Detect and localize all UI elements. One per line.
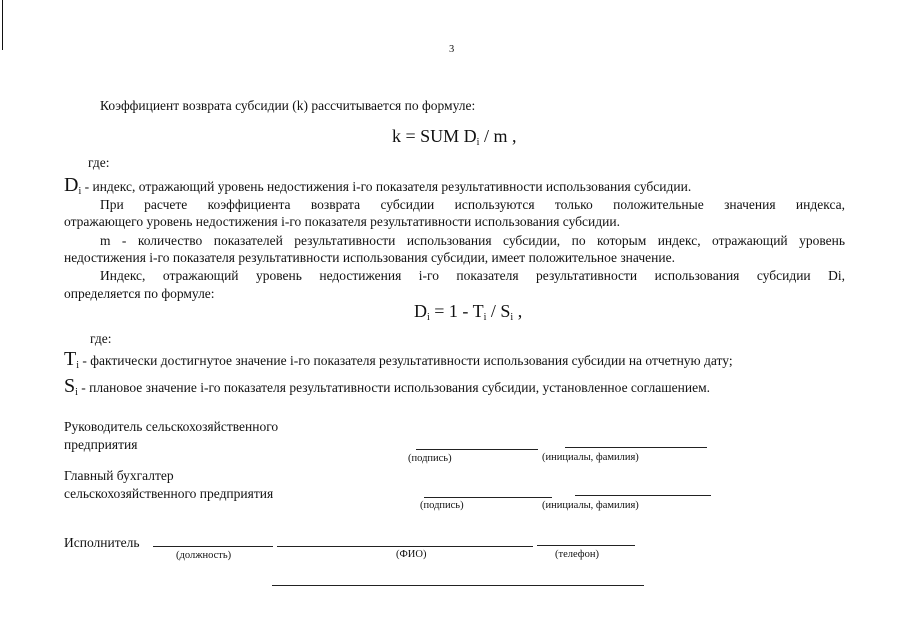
head-name-caption: (инициалы, фамилия) xyxy=(542,452,639,463)
executor-label: Исполнитель xyxy=(64,535,140,550)
accountant-name-line xyxy=(575,495,711,496)
accountant-title-line-1: Главный бухгалтер xyxy=(64,468,174,483)
paragraph-3-line-1: Индекс, отражающий уровень недостижения i-го показателя результативности использования субсидии Di, xyxy=(100,268,845,283)
paragraph-1-line-2: отражающего уровень недостижения i-го показателя результативности использования субсидии. xyxy=(64,214,620,229)
bottom-rule xyxy=(272,585,644,586)
formula-d: $D_i = 1 - T_i / S_i$ , xyxy=(414,301,523,323)
definition-d: $D_i$ - индекс, отражающий уровень недостижения i-го показателя результативности использования субсидии. xyxy=(64,174,692,197)
paragraph-3-line-2: определяется по формуле: xyxy=(64,286,215,301)
paragraph-2-line-2: недостижения i-го показателя результативности использования субсидии, имеет положительное значение. xyxy=(64,250,675,265)
executor-phone-caption: (телефон) xyxy=(555,549,599,560)
where-label-2: где: xyxy=(90,331,112,346)
paragraph-2-line-1: m - количество показателей результативности использования субсидии, по которым индекс, отражающий уровень xyxy=(100,233,845,248)
intro-text: Коэффициент возврата субсидии (k) рассчитывается по формуле: xyxy=(100,98,476,113)
paragraph-1-line-1: При расчете коэффициента возврата субсидии используются только положительные значения индекса, xyxy=(100,197,845,212)
accountant-signature-line xyxy=(424,497,552,498)
head-title-line-1: Руководитель сельскохозяйственного xyxy=(64,419,279,434)
scan-edge-mark xyxy=(2,0,3,50)
executor-fio-caption: (ФИО) xyxy=(396,549,427,560)
formula-k: k = SUM $D_i$ / m , xyxy=(392,126,517,148)
accountant-title-line-2: сельскохозяйственного предприятия xyxy=(64,486,274,501)
head-name-line xyxy=(565,447,707,448)
executor-position-caption: (должность) xyxy=(176,550,232,561)
executor-phone-line xyxy=(537,545,635,546)
head-title-line-2: предприятия xyxy=(64,437,138,452)
page-number: 3 xyxy=(449,44,455,55)
definition-s: $S_i$ - плановое значение i-го показателя результативности использования субсидии, установленное соглашением. xyxy=(64,375,711,398)
where-label-1: где: xyxy=(88,155,110,170)
executor-position-line xyxy=(153,546,273,547)
executor-fio-line xyxy=(277,546,533,547)
accountant-signature-caption: (подпись) xyxy=(420,500,464,511)
head-signature-line xyxy=(416,449,538,450)
definition-t: $T_i$ - фактически достигнутое значение i-го показателя результативности использования субсидии на отчетную дату; xyxy=(64,348,733,371)
accountant-name-caption: (инициалы, фамилия) xyxy=(542,500,639,511)
head-signature-caption: (подпись) xyxy=(408,453,452,464)
